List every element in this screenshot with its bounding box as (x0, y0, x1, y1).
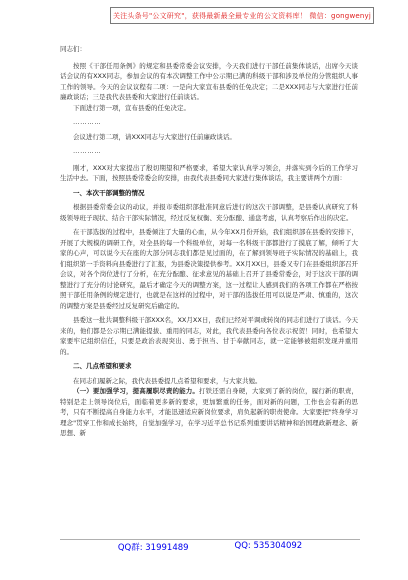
paragraph-item-one: 下面进行第一项，宣布县委的任免决定。 (73, 103, 190, 112)
subheading-study: （一）要加强学习，提高履职尽责的能力。 (73, 387, 199, 395)
paragraph-overview: 刚才，XXX对大家提出了殷切期望和严格要求，希望大家认真学习领会，并落实到今后的工作学习生活中去。下面，按照县委常委会的安排，由我代表县委同大家进行集体谈话，我主要讲两个方面： (60, 163, 358, 182)
banner-text: 关注头条号"公文研究"，获得最新最全最专业的公文资料库！ 微信：gongwenyj (112, 11, 372, 20)
footer-divider (60, 539, 360, 540)
document-body (60, 44, 358, 439)
footer-contacts (60, 541, 360, 555)
qq-group-number: QQ群: 31991489 (117, 543, 189, 553)
paragraph-expectations: 在同志们履新之际，我代表县委提几点希望和要求，与大家共勉。 (73, 376, 262, 385)
paragraph-study (60, 386, 358, 439)
paragraph-process: 在干部选拔的过程中，县委倾注了大量的心血，从今年XX月份开始，我们组织部在县委的安排下，开展了大规模的调研工作，对全县的每一个科级单位，对每一名科级干部都进行了摸底了解，倾听了大家的心声，可以说今天在座的大部分同志我们都是见过面的，在了解到领导班子实际情况的基础上，我们组织第一手资料向县委进行了汇报，为县委决策提供参考。XX月XX日，县委又专门在县委组织部召开会议，对各个岗位进行了分析，在充分酝酿、征求意见的基础上召开了县委常委会，对于这次干部的调整进行了充分的讨论研究，最后才确定今天的调整方案，这一过程让人感到我们的各项工作都在严格按照干部任用条例的规定进行，也就是在这样的过程中，对干部的选拔任用可以说是严肃、慎重的，这次的调整方案是县委经过反复研究后确定的。 (60, 228, 358, 310)
paragraph-decision: 根据县委常委会议的动议，并报市委组织部批准同意后进行的这次干部调整，是县委认真研究了科级领导班子现状、结合干部实际情况，经过反复权衡、充分酝酿、通盘考虑，认真考察后作出的决定。 (60, 203, 358, 222)
paragraph-item-two: 会议进行第二项，请XXX同志与大家进行任前廉政谈话。 (73, 132, 236, 141)
section-heading-2: 二、几点希望和要求 (73, 362, 132, 370)
ellipsis-1: ………… (73, 118, 102, 126)
header-banner (110, 7, 374, 24)
section-heading-1: 一、本次干部调整的情况 (73, 188, 145, 197)
paragraph-study-text: 打铁还需自身硬，大家到了新的岗位，履行新的职责，特别是走上领导岗位后，面临着更多新的要求，更加繁重的任务，面对新的问题，工作也会有新的思考，只有不断提高自身能力水平，才能迅速适应新岗位要求，肩负起新的职责使命。大家要把"终身学习理念"贯穿工作和成长始终，自觉加强学习，在学习近平总书记系列重要讲话精神和治国理政新理念、新思想、新 (60, 387, 359, 437)
paragraph-intro: 按照《干部任用条例》的规定和县委常委会议安排，今天我们进行干部任前集体谈话，出席今天谈话会议的有XXX同志，参加会议的有本次调整工作中公示期已满的科级干部和涉及单位的分管组织人事工作的领导。今天的会议议程有二项：一是向大家宣布县委的任免决定；二是XXX同志与大家进行任前廉政谈话；三是我代表县委和大家进行任前谈话。 (60, 61, 358, 101)
ellipsis-2: ………… (73, 147, 102, 155)
qq-number: QQ: 535304092 (234, 541, 303, 551)
salutation: 同志们： (60, 45, 86, 53)
paragraph-congratulations: 县委这一批共调整科级干部XXX名，XX月XX日，我们已经对平调或转岗的同志们进行了谈话。今天来的，他们都是公示期已满能提拔、重用的同志，对此，我代表县委向各位表示祝贺！同时，也希望大家要牢记组织信任，只要是政治表现突出、勇于担当、甘于奉献同志，就一定能够被组织发现并重用的。 (60, 316, 358, 356)
